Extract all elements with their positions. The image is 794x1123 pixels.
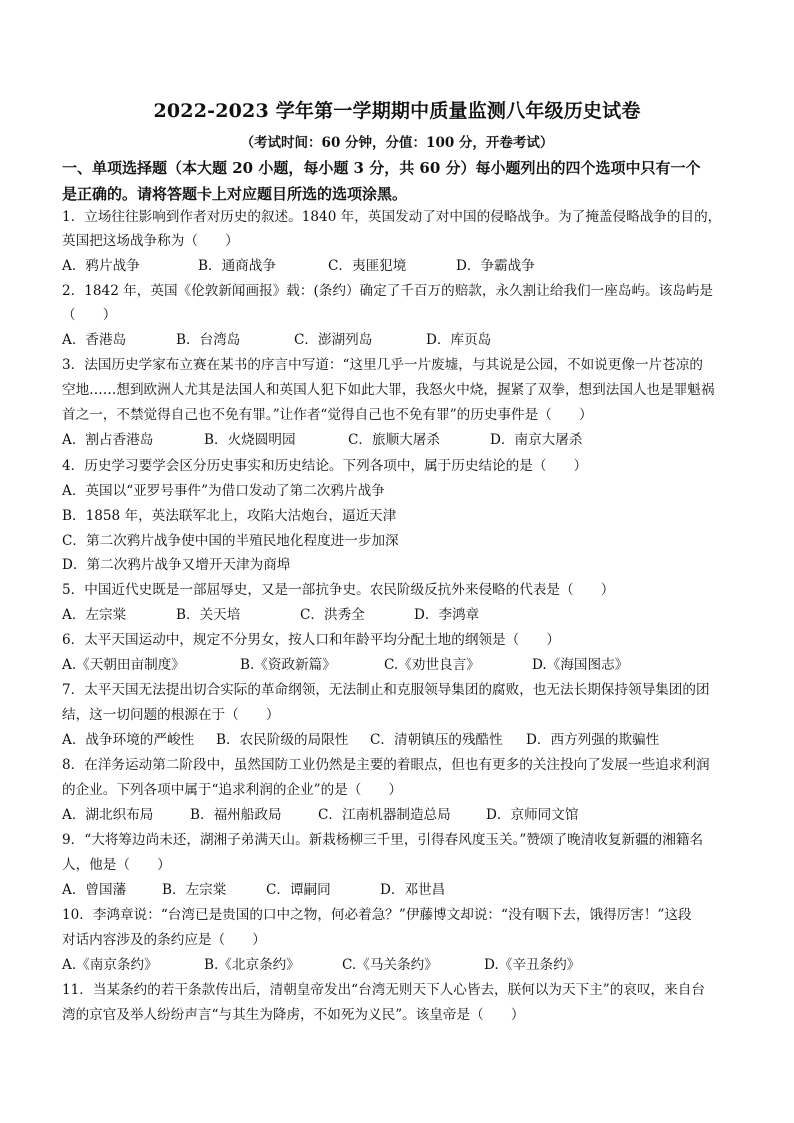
q7-text-1: 7．太平天国无法提出切合实际的革命纲领，无法制止和克服领导集团的腐败，也无法长期保持领导集团的团 xyxy=(62,682,710,698)
q10-text-1: 10．李鸿章说：“台湾已是贵国的口中之物，何必着急？”伊藤博文却说：“没有咽下去，饿得厉害！”这段 xyxy=(62,907,692,923)
exam-subtitle: （考试时间：60 分钟，分值：100 分，开卷考试） xyxy=(240,135,554,151)
q7-option-c: C．清朝镇压的残酷性 xyxy=(370,732,503,748)
q6-option-d: D.《海国图志》 xyxy=(532,657,629,673)
q9-option-b: B．左宗棠 xyxy=(162,882,227,898)
q8-text-2: 的企业。下列各项中属于“追求利润的企业”的是（ ） xyxy=(62,782,403,798)
q2-text-1: 2．1842 年，英国《伦敦新闻画报》载：(条约）确定了千百万的赔款，永久割让给我们一座岛屿。该岛屿是 xyxy=(62,283,713,299)
q9-text-1: 9．“大将筹边尚未还，湖湘子弟满天山。新栽杨柳三千里，引得春风度玉关。”赞颂了晚清收复新疆的湘籍名 xyxy=(62,832,704,848)
q4-option-c: C．第二次鸦片战争使中国的半殖民地化程度进一步加深 xyxy=(62,533,399,549)
q3-option-b: B．火烧圆明园 xyxy=(204,432,296,448)
q7-option-d: D．西方列强的欺骗性 xyxy=(526,732,660,748)
q8-option-d: D．京师同文馆 xyxy=(486,807,579,823)
q3-text-2: 空地……想到欧洲人尤其是法国人和英国人犯下如此大罪，我怒火中烧，握紧了双拳，想到法国人也是罪魁祸 xyxy=(62,382,715,398)
section-heading-line-2: 是正确的。请将答题卡上对应题目所选的选项涂黑。 xyxy=(62,185,408,203)
q1-option-a: A．鸦片战争 xyxy=(62,258,140,274)
q4-option-b: B．1858 年，英法联军北上，攻陷大沽炮台，逼近天津 xyxy=(62,508,397,524)
q6-option-c: C.《劝世良言》 xyxy=(384,657,480,673)
q7-option-a: A．战争环境的严峻性 xyxy=(62,732,195,748)
q4-text-1: 4．历史学习要学会区分历史事实和历史结论。下列各项中，属于历史结论的是（ ） xyxy=(62,458,588,474)
q7-option-b: B．农民阶级的局限性 xyxy=(216,732,349,748)
q9-option-c: C．谭嗣同 xyxy=(266,882,331,898)
q9-text-2: 人，他是（ ） xyxy=(62,857,171,873)
q4-option-a: A．英国以“亚罗号事件”为借口发动了第二次鸦片战争 xyxy=(62,483,385,499)
q10-option-d: D.《辛丑条约》 xyxy=(484,957,581,973)
q10-option-b: B.《北京条约》 xyxy=(204,957,300,973)
exam-title: 2022-2023 学年第一学期期中质量监测八年级历史试卷 xyxy=(153,100,641,122)
q6-text-1: 6．太平天国运动中，规定不分男女，按人口和年龄平均分配土地的纲领是（ ） xyxy=(62,632,561,648)
q5-option-d: D．李鸿章 xyxy=(414,607,480,623)
q3-option-a: A．割占香港岛 xyxy=(62,432,154,448)
q1-text-1: 1．立场往往影响到作者对历史的叙述。1840 年，英国发动了对中国的侵略战争。为了掩盖侵略战争的目的， xyxy=(62,209,722,225)
q8-text-1: 8．在洋务运动第二阶段中，虽然国防工业仍然是主要的着眼点，但也有更多的关注投向了发展一些追求利润 xyxy=(62,757,710,773)
q9-option-a: A．曾国藩 xyxy=(62,882,127,898)
q3-option-d: D．南京大屠杀 xyxy=(490,432,583,448)
q2-option-a: A．香港岛 xyxy=(62,332,127,348)
q9-option-d: D．邓世昌 xyxy=(380,882,446,898)
q6-option-b: B.《资政新篇》 xyxy=(240,657,336,673)
q1-option-c: C．夷匪犯境 xyxy=(328,258,407,274)
q10-option-c: C.《马关条约》 xyxy=(342,957,438,973)
q8-option-a: A．湖北织布局 xyxy=(62,807,154,823)
q5-option-c: C．洪秀全 xyxy=(300,607,365,623)
q2-option-b: B．台湾岛 xyxy=(176,332,241,348)
q10-text-2: 对话内容涉及的条约应是（ ） xyxy=(62,932,266,948)
q1-text-2: 英国把这场战争称为（ ） xyxy=(62,233,239,249)
q8-option-b: B．福州船政局 xyxy=(190,807,282,823)
q1-option-b: B．通商战争 xyxy=(198,258,276,274)
q5-option-b: B．关天培 xyxy=(176,607,241,623)
q5-option-a: A．左宗棠 xyxy=(62,607,127,623)
section-heading-line-1: 一、单项选择题（本大题 20 小题，每小题 3 分，共 60 分）每小题列出的四个选项中只有一个 xyxy=(62,159,701,177)
q8-option-c: C．江南机器制造总局 xyxy=(318,807,451,823)
q7-text-2: 结，这一切问题的根源在于（ ） xyxy=(62,707,280,723)
q2-option-c: C．澎湖列岛 xyxy=(294,332,373,348)
q6-option-a: A.《天朝田亩制度》 xyxy=(62,657,185,673)
q2-text-2: （ ） xyxy=(62,307,117,323)
q3-option-c: C．旅顺大屠杀 xyxy=(348,432,440,448)
q5-text-1: 5．中国近代史既是一部屈辱史，又是一部抗争史。农民阶级反抗外来侵略的代表是（ ） xyxy=(62,582,615,598)
q2-option-d: D．库页岛 xyxy=(426,332,492,348)
q11-text-2: 湾的京官及举人纷纷声言“与其生为降虏，不如死为义民”。该皇帝是（ ） xyxy=(62,1007,525,1023)
q3-text-3: 首之一，不禁觉得自己也不免有罪。”让作者“觉得自己也不免有罪”的历史事件是（ ） xyxy=(62,407,593,423)
q1-option-d: D．争霸战争 xyxy=(456,258,535,274)
q4-option-d: D．第二次鸦片战争又增开天津为商埠 xyxy=(62,557,291,573)
q11-text-1: 11．当某条约的若干条款传出后，清朝皇帝发出“台湾无则天下人心皆去，朕何以为天下主”的哀叹，来自台 xyxy=(62,982,705,998)
q3-text-1: 3．法国历史学家布立赛在某书的序言中写道：“这里几乎一片废墟，与其说是公园，不如说更像一片苍凉的 xyxy=(62,357,703,373)
q10-option-a: A.《南京条约》 xyxy=(62,957,158,973)
